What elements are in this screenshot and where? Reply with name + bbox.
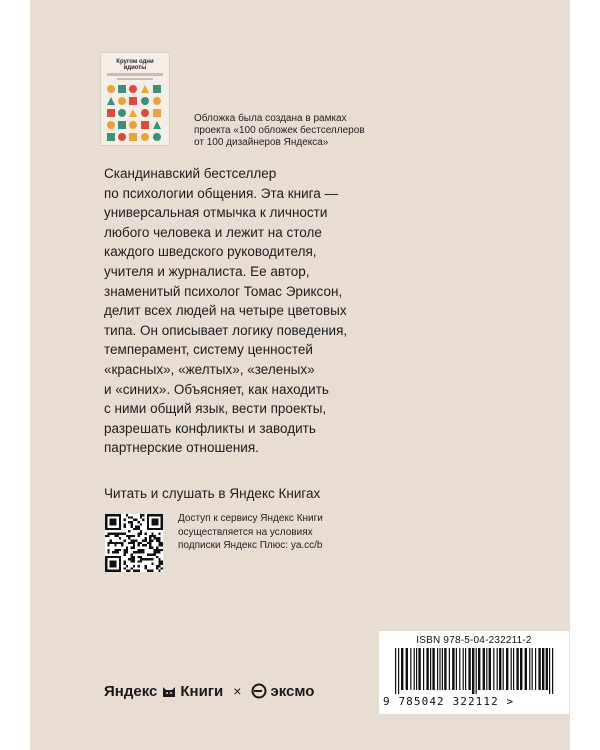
- description-line: по психологии общения. Эта книга —: [104, 185, 339, 201]
- book-description: [104, 164, 424, 458]
- description-line: с ними общий язык, вести проекты,: [104, 401, 327, 417]
- barcode-digits: 9 785042 322112 >: [383, 695, 515, 708]
- thumbnail-title: Кругом одни идиоты: [116, 59, 154, 71]
- description-line: учителя и журналиста. Ее автор,: [104, 263, 310, 279]
- access-note-line: Доступ к сервису Яндекс Книги: [178, 513, 323, 524]
- access-note-line: осуществляется на условиях: [178, 526, 313, 538]
- eksmo-logo-text: эксмо: [270, 682, 315, 700]
- times-sign: ×: [233, 683, 242, 699]
- barcode-box: [379, 631, 569, 714]
- cover-note: [194, 113, 424, 149]
- eksmo-logo-icon: [251, 683, 267, 699]
- description-line: любого человека и лежит на столе: [104, 224, 322, 240]
- description-line: Скандинавский бестселлер: [104, 166, 277, 181]
- cover-note-line: от 100 дизайнеров Яндекса»: [194, 137, 329, 148]
- description-line: делит всех людей на четыре цветовых: [104, 303, 347, 319]
- book-back-cover: [30, 0, 570, 750]
- isbn-number: ISBN 978-5-04-232211-2: [416, 635, 532, 646]
- cat-icon: [162, 684, 176, 698]
- description-line: каждого шведского руководителя,: [104, 244, 317, 260]
- thumbnail-shapes: [101, 53, 169, 145]
- yandex-logo-text: Яндекс: [104, 682, 158, 700]
- description-line: разрешать конфликты и заводить: [104, 420, 316, 436]
- publisher-logos: [104, 680, 314, 702]
- knigi-logo-text: Книги: [180, 682, 224, 700]
- qr-code-graphic: [105, 514, 163, 572]
- description-line: знаменитый психолог Томас Эриксон,: [104, 283, 343, 299]
- cover-note-line: Обложка была создана в рамках: [194, 113, 347, 124]
- description-line: универсальная отмычка к личности: [104, 205, 328, 221]
- cover-note-line: проекта «100 обложек бестселлеров: [194, 125, 365, 136]
- description-line: темперамент, систему ценностей: [104, 342, 313, 358]
- access-note-line: подписки Яндекс Плюс: ya.cc/b: [178, 540, 323, 551]
- cover-thumbnail: [100, 52, 170, 146]
- read-listen-heading: Читать и слушать в Яндекс Книгах: [104, 486, 321, 501]
- description-line: и «синих». Объясняет, как находить: [104, 381, 329, 397]
- subscription-access-note: [178, 512, 398, 553]
- description-line: партнерские отношения.: [104, 440, 259, 456]
- qr-code: [105, 514, 163, 572]
- description-line: «красных», «желтых», «зеленых»: [104, 361, 315, 377]
- barcode-bars: [393, 648, 555, 694]
- description-line: типа. Он описывает логику поведения,: [104, 322, 348, 338]
